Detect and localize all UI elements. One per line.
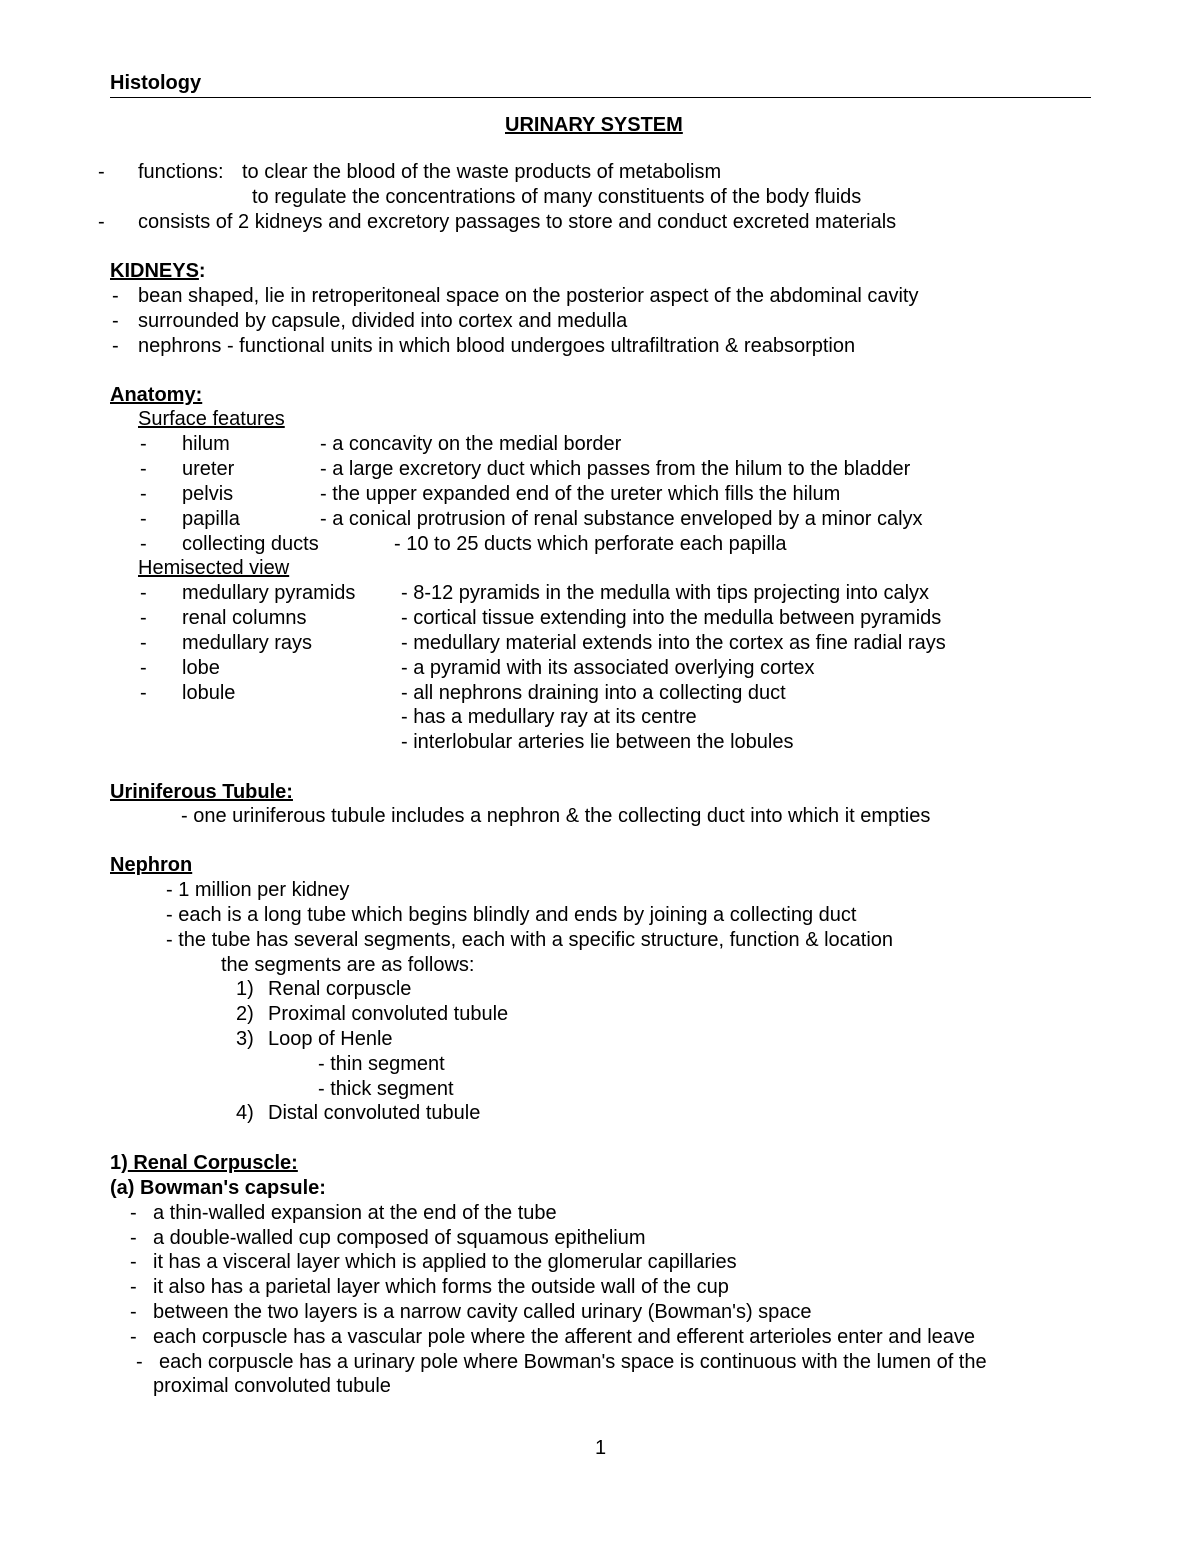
loop-subsegment: - thin segment [318, 1053, 445, 1075]
anatomy-heading: Anatomy: [110, 384, 203, 406]
surface-def: - a large excretory duct which passes from the hilum to the bladder [320, 458, 911, 480]
segment-number: 1) [236, 978, 254, 1000]
bullet-dash: - [136, 1351, 143, 1373]
surface-term: ureter [182, 458, 235, 480]
bullet-dash: - [130, 1251, 137, 1273]
loop-subsegment: - thick segment [318, 1078, 454, 1100]
surface-def: - the upper expanded end of the ureter which fills the hilum [320, 483, 841, 505]
bullet-dash: - [112, 285, 119, 307]
segments-intro: the segments are as follows: [221, 954, 475, 976]
bullet-dash: - [98, 211, 105, 233]
bullet-dash: - [130, 1202, 137, 1224]
bullet-dash: - [140, 433, 147, 455]
consists-text: consists of 2 kidneys and excretory passages to store and conduct excreted materials [138, 211, 897, 233]
surface-term: pelvis [182, 483, 234, 505]
kidneys-item: nephrons - functional units in which blood undergoes ultrafiltration & reabsorption [138, 335, 856, 357]
bullet-dash: - [140, 657, 147, 679]
bullet-dash: - [130, 1301, 137, 1323]
segment-name: Proximal convoluted tubule [268, 1003, 509, 1025]
functions-label: functions: [138, 161, 224, 183]
corpuscle-item-continuation: proximal convoluted tubule [153, 1375, 391, 1397]
nephron-heading: Nephron [110, 854, 193, 876]
hemi-term: medullary pyramids [182, 582, 356, 604]
bullet-dash: - [98, 161, 105, 183]
segment-name: Loop of Henle [268, 1028, 393, 1050]
hemi-term: medullary rays [182, 632, 313, 654]
uriniferous-heading: Uriniferous Tubule: [110, 781, 293, 803]
nephron-item: - 1 million per kidney [166, 879, 350, 901]
bullet-dash: - [140, 533, 147, 555]
corpuscle-item: a double-walled cup composed of squamous epithelium [153, 1227, 646, 1249]
bullet-dash: - [140, 682, 147, 704]
hemi-def: - 8-12 pyramids in the medulla with tips projecting into calyx [401, 582, 930, 604]
surface-term: papilla [182, 508, 240, 530]
bullet-dash: - [130, 1326, 137, 1348]
lobule-detail: - interlobular arteries lie between the lobules [401, 731, 794, 753]
kidneys-item: surrounded by capsule, divided into cortex and medulla [138, 310, 628, 332]
bullet-dash: - [140, 483, 147, 505]
surface-term: collecting ducts [182, 533, 319, 555]
header-rule [110, 97, 1091, 98]
segment-number: 3) [236, 1028, 254, 1050]
nephron-item: - each is a long tube which begins blindly and ends by joining a collecting duct [166, 904, 857, 926]
hemi-def: - cortical tissue extending into the medulla between pyramids [401, 607, 942, 629]
lobule-detail: - has a medullary ray at its centre [401, 706, 697, 728]
hemi-term: lobe [182, 657, 220, 679]
bowmans-capsule-heading: (a) Bowman's capsule: [110, 1177, 326, 1199]
bullet-dash: - [140, 458, 147, 480]
bullet-dash: - [140, 607, 147, 629]
renal-corpuscle-heading [110, 1151, 298, 1175]
kidneys-heading [110, 259, 206, 283]
hemisected-view-heading: Hemisected view [138, 557, 290, 579]
segment-name: Renal corpuscle [268, 978, 412, 1000]
renal-corpuscle-title: Renal Corpuscle: [127, 1152, 298, 1174]
corpuscle-item: it also has a parietal layer which forms the outside wall of the cup [153, 1276, 729, 1298]
corpuscle-item: each corpuscle has a vascular pole where the afferent and efferent arterioles enter and leave [153, 1326, 976, 1348]
bullet-dash: - [130, 1276, 137, 1298]
corpuscle-item: each corpuscle has a urinary pole where Bowman's space is continuous with the lumen of the [159, 1351, 987, 1373]
surface-def: - a concavity on the medial border [320, 433, 622, 455]
page-title: URINARY SYSTEM [505, 114, 683, 136]
segment-number: 4) [236, 1102, 254, 1124]
kidneys-heading-colon: : [198, 260, 206, 282]
page-number: 1 [595, 1437, 607, 1459]
hemi-term: renal columns [182, 607, 307, 629]
nephron-item: - the tube has several segments, each with a specific structure, function & location [166, 929, 894, 951]
bullet-dash: - [140, 632, 147, 654]
surface-def: - a conical protrusion of renal substance enveloped by a minor calyx [320, 508, 923, 530]
function-2: to regulate the concentrations of many constituents of the body fluids [252, 186, 862, 208]
corpuscle-item: it has a visceral layer which is applied to the glomerular capillaries [153, 1251, 737, 1273]
surface-features-heading: Surface features [138, 408, 285, 430]
uriniferous-text: - one uriniferous tubule includes a nephron & the collecting duct into which it empties [181, 805, 931, 827]
hemi-def: - medullary material extends into the cortex as fine radial rays [401, 632, 946, 654]
hemi-term: lobule [182, 682, 236, 704]
renal-corpuscle-number: 1) [110, 1152, 128, 1174]
kidneys-heading-text: KIDNEYS [110, 260, 199, 282]
bullet-dash: - [112, 335, 119, 357]
kidneys-item: bean shaped, lie in retroperitoneal space on the posterior aspect of the abdominal cavity [138, 285, 919, 307]
course-title: Histology [110, 72, 202, 94]
bullet-dash: - [140, 582, 147, 604]
hemi-def: - all nephrons draining into a collecting duct [401, 682, 786, 704]
segment-number: 2) [236, 1003, 254, 1025]
bullet-dash: - [112, 310, 119, 332]
surface-def: - 10 to 25 ducts which perforate each papilla [394, 533, 787, 555]
hemi-def: - a pyramid with its associated overlying cortex [401, 657, 815, 679]
bullet-dash: - [130, 1227, 137, 1249]
bullet-dash: - [140, 508, 147, 530]
segment-name: Distal convoluted tubule [268, 1102, 481, 1124]
corpuscle-item: a thin-walled expansion at the end of the tube [153, 1202, 557, 1224]
function-1: to clear the blood of the waste products of metabolism [242, 161, 722, 183]
corpuscle-item: between the two layers is a narrow cavity called urinary (Bowman's) space [153, 1301, 812, 1323]
surface-term: hilum [182, 433, 230, 455]
